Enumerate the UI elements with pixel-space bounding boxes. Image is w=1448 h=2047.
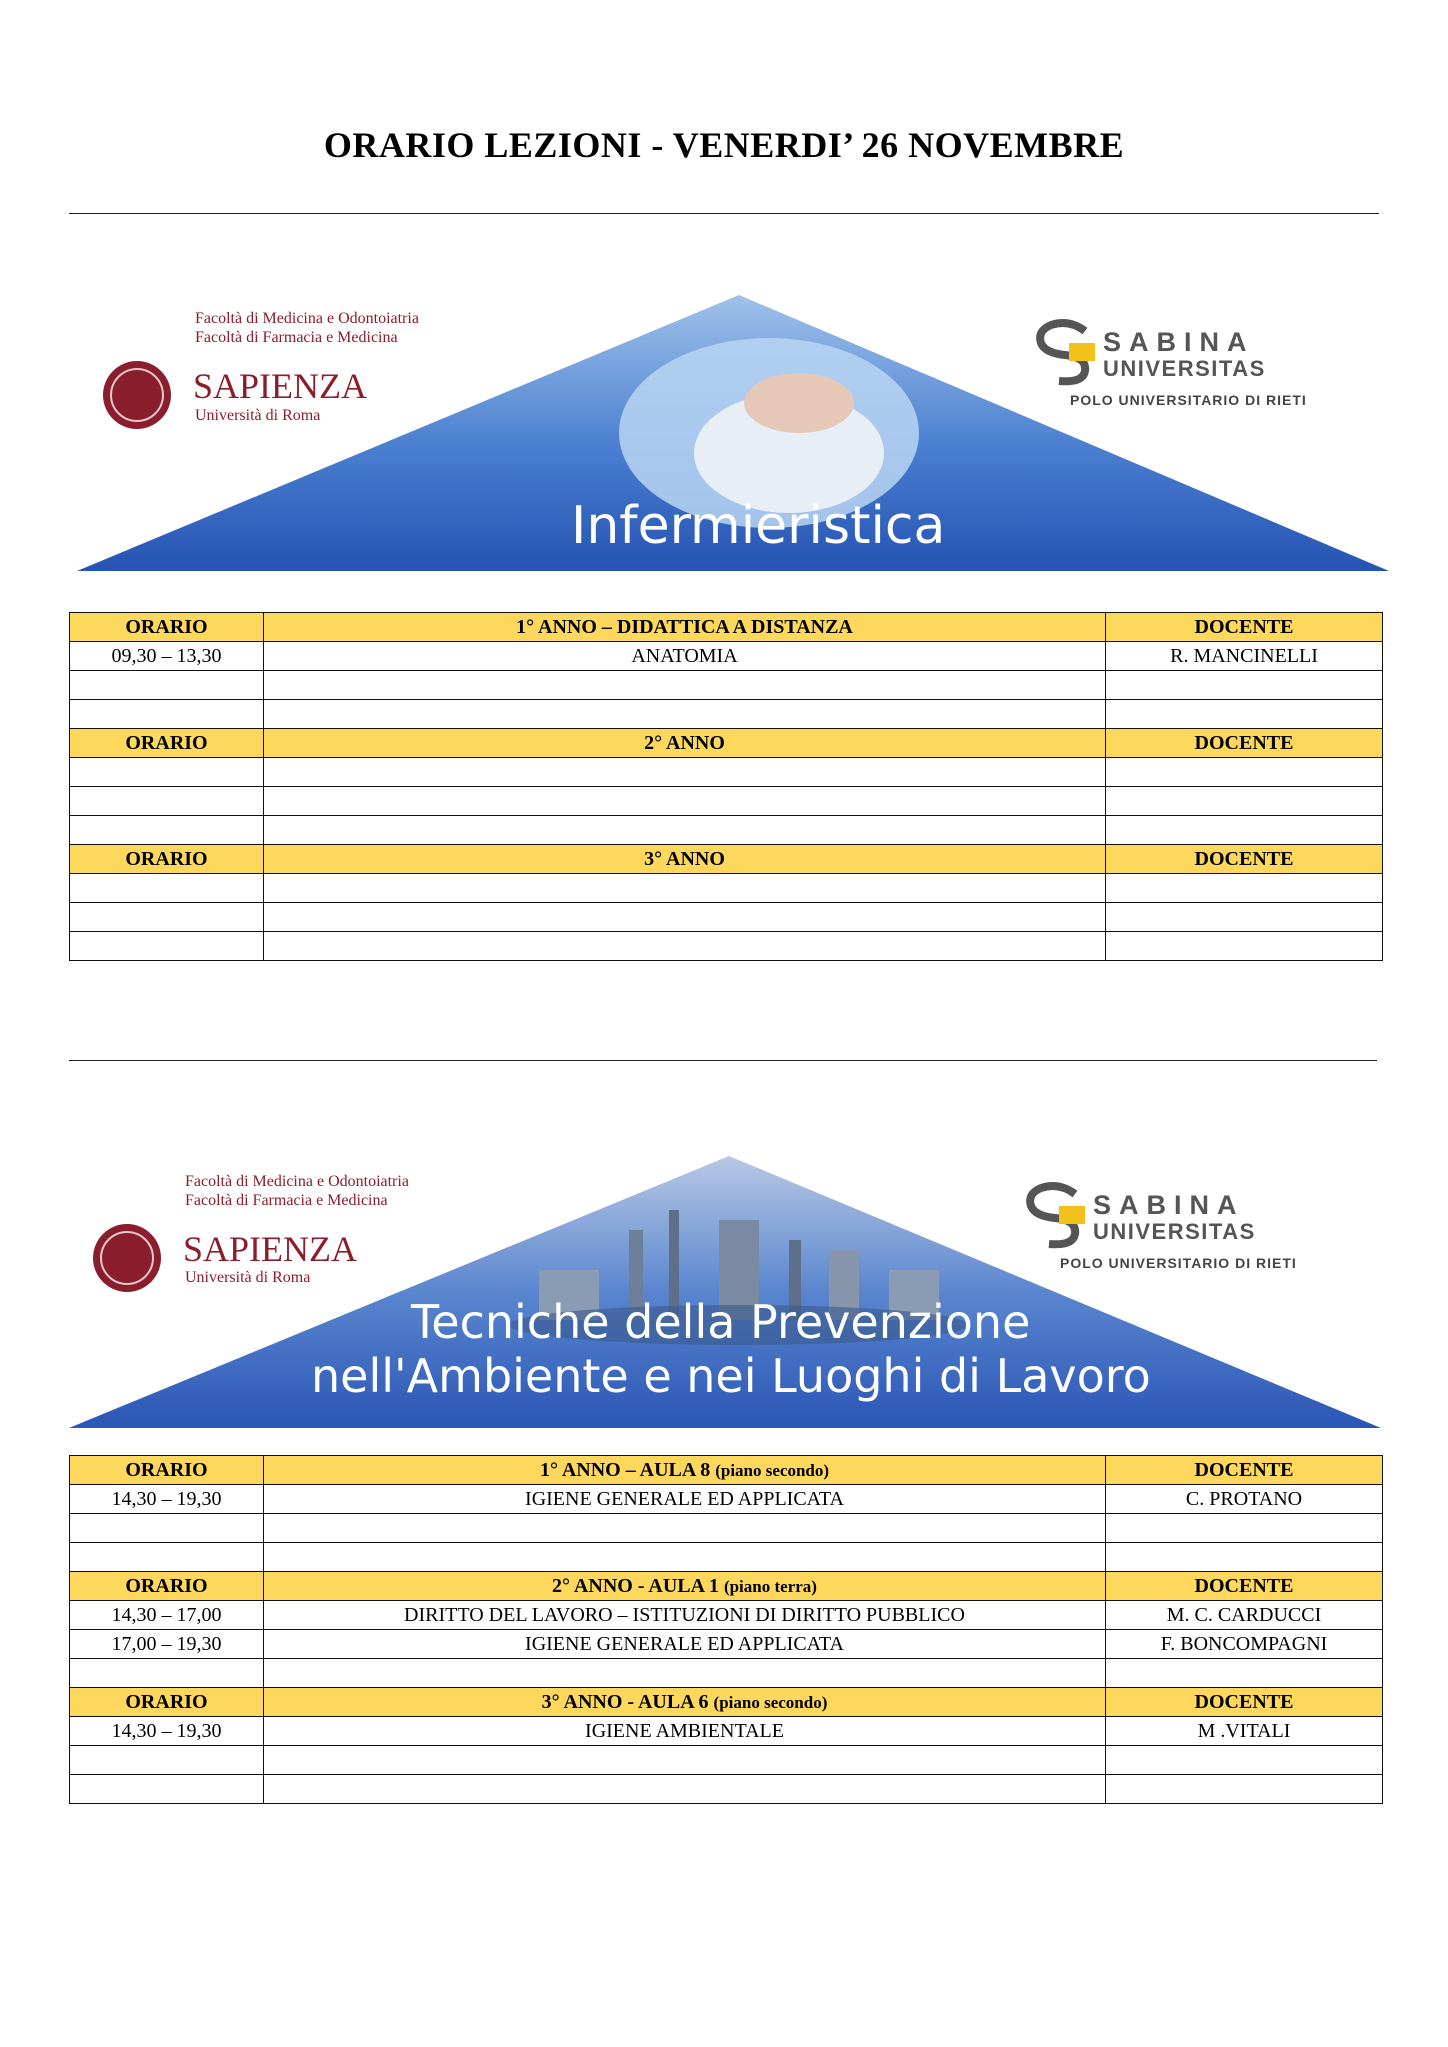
header-orario: ORARIO [70, 845, 264, 874]
table-row [70, 1746, 1383, 1775]
cell-orario [70, 700, 264, 729]
cell-orario: 17,00 – 19,30 [70, 1630, 264, 1659]
book-icon [1069, 343, 1095, 361]
cell-orario: 14,30 – 19,30 [70, 1485, 264, 1514]
cell-orario [70, 787, 264, 816]
banner-infermieristica [69, 283, 1397, 575]
header-orario: ORARIO [70, 729, 264, 758]
divider-top [69, 213, 1379, 214]
section-header-row [70, 1456, 1383, 1485]
cell-orario [70, 932, 264, 961]
cell-orario [70, 1746, 264, 1775]
cell-orario [70, 1659, 264, 1688]
banner-tecniche-prevenzione [69, 1150, 1397, 1432]
cell-materia [264, 1514, 1106, 1543]
course-title-line2: nell'Ambiente e nei Luoghi di Lavoro [311, 1349, 1151, 1403]
cell-docente [1106, 903, 1383, 932]
table-row [70, 1601, 1383, 1630]
schedule-table-tecniche-prevenzione [69, 1455, 1383, 1804]
cell-materia: DIRITTO DEL LAVORO – ISTITUZIONI DI DIRITTO PUBBLICO [264, 1601, 1106, 1630]
cell-materia [264, 1775, 1106, 1804]
table-row [70, 874, 1383, 903]
header-docente: DOCENTE [1106, 1688, 1383, 1717]
sapienza-wordmark: SAPIENZA [183, 1229, 358, 1269]
header-docente: DOCENTE [1106, 1456, 1383, 1485]
cell-docente [1106, 1543, 1383, 1572]
header-docente: DOCENTE [1106, 845, 1383, 874]
cell-materia [264, 1659, 1106, 1688]
cell-docente [1106, 1514, 1383, 1543]
cell-orario [70, 758, 264, 787]
header-docente: DOCENTE [1106, 1572, 1383, 1601]
room-note: (piano terra) [723, 1576, 817, 1596]
cell-orario [70, 671, 264, 700]
table-row [70, 642, 1383, 671]
table-row [70, 932, 1383, 961]
table-row [70, 758, 1383, 787]
sapienza-seal-icon [93, 1224, 161, 1292]
cell-orario [70, 1775, 264, 1804]
header-year-title [264, 729, 1106, 758]
cell-materia [264, 903, 1106, 932]
cell-orario: 14,30 – 17,00 [70, 1601, 264, 1630]
cell-docente [1106, 700, 1383, 729]
cell-materia: ANATOMIA [264, 642, 1106, 671]
section-header-row [70, 1572, 1383, 1601]
sabina-wordmark: SABINA [1093, 1190, 1245, 1220]
cell-orario [70, 1514, 264, 1543]
cell-docente: R. MANCINELLI [1106, 642, 1383, 671]
cell-materia [264, 671, 1106, 700]
cell-docente [1106, 816, 1383, 845]
cell-docente [1106, 874, 1383, 903]
section-header-row [70, 613, 1383, 642]
cell-materia [264, 874, 1106, 903]
faculty-line1: Facoltà di Medicina e Odontoiatria [185, 1173, 409, 1190]
header-year-title [264, 845, 1106, 874]
sapienza-logo [103, 310, 419, 429]
cell-materia: IGIENE GENERALE ED APPLICATA [264, 1485, 1106, 1514]
table-row [70, 1775, 1383, 1804]
table-row [70, 1543, 1383, 1572]
header-orario: ORARIO [70, 613, 264, 642]
sabina-universitas-logo [1030, 1186, 1297, 1271]
faculty-line2: Facoltà di Farmacia e Medicina [195, 329, 398, 346]
universita-label: Università di Roma [185, 1269, 311, 1286]
section-header-row [70, 729, 1383, 758]
cell-docente [1106, 1775, 1383, 1804]
sapienza-logo [93, 1173, 409, 1292]
year-title: 3° ANNO - AULA 6 [541, 1690, 709, 1713]
course-title-line1: Tecniche della Prevenzione [411, 1295, 1031, 1349]
header-orario: ORARIO [70, 1688, 264, 1717]
year-title: 3° ANNO [644, 847, 725, 870]
sapienza-seal-icon [103, 361, 171, 429]
course-title: Infermieristica [571, 496, 946, 556]
table-row [70, 700, 1383, 729]
year-title: 1° ANNO – AULA 8 [539, 1458, 711, 1481]
header-orario: ORARIO [70, 1572, 264, 1601]
cell-docente: M .VITALI [1106, 1717, 1383, 1746]
header-year-title [264, 613, 1106, 642]
year-title: 1° ANNO – DIDATTICA A DISTANZA [516, 615, 853, 638]
cell-docente [1106, 787, 1383, 816]
book-icon [1059, 1206, 1085, 1224]
sabina-wordmark: SABINA [1103, 327, 1255, 357]
cell-materia [264, 787, 1106, 816]
universitas-wordmark: UNIVERSITAS [1103, 356, 1266, 381]
cell-materia: IGIENE GENERALE ED APPLICATA [264, 1630, 1106, 1659]
cell-docente [1106, 1659, 1383, 1688]
cell-docente [1106, 758, 1383, 787]
cell-orario [70, 874, 264, 903]
universita-label: Università di Roma [195, 407, 321, 424]
polo-label: POLO UNIVERSITARIO DI RIETI [1060, 1255, 1297, 1271]
year-title: 2° ANNO [644, 731, 725, 754]
sapienza-wordmark: SAPIENZA [193, 366, 368, 406]
section-header-row [70, 845, 1383, 874]
cell-docente [1106, 1746, 1383, 1775]
cell-docente: F. BONCOMPAGNI [1106, 1630, 1383, 1659]
table-row [70, 1485, 1383, 1514]
cell-orario: 09,30 – 13,30 [70, 642, 264, 671]
cell-materia [264, 932, 1106, 961]
cell-materia [264, 758, 1106, 787]
table-row [70, 787, 1383, 816]
sabina-universitas-logo [1040, 323, 1307, 408]
universitas-wordmark: UNIVERSITAS [1093, 1219, 1256, 1244]
table-row [70, 671, 1383, 700]
room-note: (piano secondo) [713, 1692, 828, 1712]
banner-graphic [69, 1150, 1397, 1432]
cell-docente [1106, 932, 1383, 961]
cell-materia [264, 1543, 1106, 1572]
cell-materia [264, 1746, 1106, 1775]
banner-graphic [69, 283, 1397, 575]
table-row [70, 903, 1383, 932]
cell-orario [70, 1543, 264, 1572]
header-year-title [264, 1688, 1106, 1717]
cell-orario [70, 903, 264, 932]
cell-orario: 14,30 – 19,30 [70, 1717, 264, 1746]
table-row [70, 1514, 1383, 1543]
faculty-line1: Facoltà di Medicina e Odontoiatria [195, 310, 419, 327]
header-docente: DOCENTE [1106, 729, 1383, 758]
table-row [70, 1630, 1383, 1659]
table-row [70, 816, 1383, 845]
table-row [70, 1659, 1383, 1688]
schedule-table-infermieristica [69, 612, 1383, 961]
cell-orario [70, 816, 264, 845]
cell-materia [264, 700, 1106, 729]
cell-materia: IGIENE AMBIENTALE [264, 1717, 1106, 1746]
table-row [70, 1717, 1383, 1746]
room-note: (piano secondo) [715, 1460, 830, 1480]
cell-docente [1106, 671, 1383, 700]
year-title: 2° ANNO - AULA 1 [552, 1574, 719, 1597]
divider-middle [69, 1060, 1377, 1061]
header-year-title [264, 1456, 1106, 1485]
header-docente: DOCENTE [1106, 613, 1383, 642]
faculty-line2: Facoltà di Farmacia e Medicina [185, 1192, 388, 1209]
header-year-title [264, 1572, 1106, 1601]
cell-materia [264, 816, 1106, 845]
polo-label: POLO UNIVERSITARIO DI RIETI [1070, 392, 1307, 408]
header-orario: ORARIO [70, 1456, 264, 1485]
section-header-row [70, 1688, 1383, 1717]
cell-docente: C. PROTANO [1106, 1485, 1383, 1514]
page-title: ORARIO LEZIONI - VENERDI’ 26 NOVEMBRE [323, 125, 1125, 165]
cell-docente: M. C. CARDUCCI [1106, 1601, 1383, 1630]
